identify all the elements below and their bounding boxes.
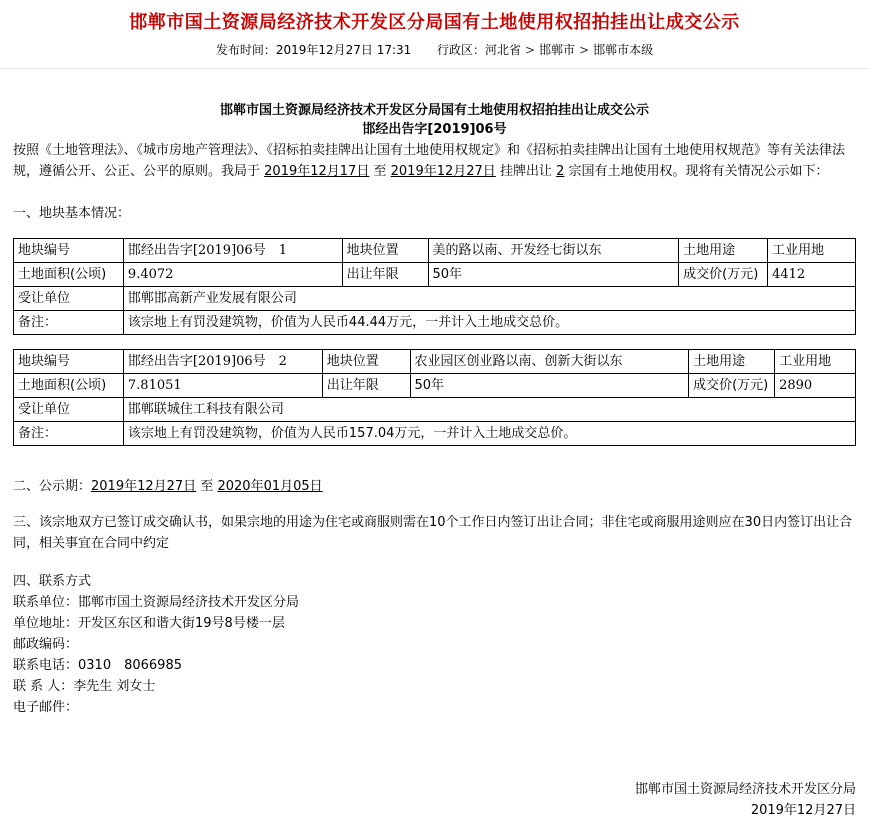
- section-2: [13, 476, 857, 497]
- contact-address-label: 单位地址：: [13, 616, 79, 631]
- breadcrumb-city[interactable]: 邯郸市: [539, 43, 576, 57]
- notice-start-date: 2019年12月27日: [91, 479, 197, 494]
- parcel-usage: 工业用地: [768, 239, 856, 263]
- signature-org: 邯郸市国土资源局经济技术开发区分局: [634, 782, 856, 797]
- contact-email-label: 电子邮件：: [13, 700, 79, 715]
- contact-phone: [13, 655, 857, 676]
- contact-postcode: [13, 634, 857, 655]
- parcel-no: 邯经出告字[2019]06号 1: [123, 239, 342, 263]
- contact-phone-label: 联系电话：: [13, 658, 79, 673]
- parcel-price: 2890: [775, 374, 856, 398]
- table-row: [14, 398, 856, 422]
- table-row: [14, 422, 856, 446]
- label-location: 地块位置: [342, 239, 428, 263]
- listing-end-date: 2019年12月27日: [390, 164, 496, 179]
- table-row: [14, 374, 856, 398]
- parcel-no: 邯经出告字[2019]06号 2: [123, 350, 322, 374]
- parcel-location: 美的路以南、开发经七街以东: [428, 239, 679, 263]
- contact-person-label: 联 系 人：: [13, 679, 74, 694]
- parcel-buyer: 邯郸邯高新产业发展有限公司: [123, 287, 855, 311]
- breadcrumb-separator: >: [525, 43, 536, 57]
- parcel-location: 农业园区创业路以南、创新大街以东: [410, 350, 689, 374]
- parcel-note: 该宗地上有罚没建筑物，价值为人民币157.04万元，一并计入土地成交总价。: [123, 422, 855, 446]
- table-row: [14, 311, 856, 335]
- contact-postcode-label: 邮政编码：: [13, 637, 79, 652]
- listing-start-date: 2019年12月17日: [264, 164, 370, 179]
- breadcrumb: [485, 43, 653, 57]
- contact-person: [13, 676, 857, 697]
- intro-text: 按照《土地管理法》、《城市房地产管理法》、《招标拍卖挂牌出让国有土地使用权规定》和《招标拍卖挂牌出让国有土地使用权规范》等有关法律法规，遵循公开、公正、公平的原则。我局于: [13, 143, 846, 179]
- contact-address-value: 开发区东区和谐大街19号8号楼一层: [78, 616, 285, 631]
- section-4-title: 四、联系方式: [13, 574, 92, 589]
- intro-post-text: 宗国有土地使用权。现将有关情况公示如下：: [568, 164, 829, 179]
- parcel-area: 9.4072: [123, 263, 342, 287]
- parcel-table-1: [13, 238, 856, 335]
- notice-end-date: 2020年01月05日: [217, 479, 323, 494]
- label-price: 成交价(万元): [689, 374, 775, 398]
- page-title: 邯郸市国土资源局经济技术开发区分局国有土地使用权招拍挂出让成交公示: [129, 12, 740, 33]
- table-row: [14, 287, 856, 311]
- publish-meta: [0, 41, 869, 58]
- parcel-note: 该宗地上有罚没建筑物，价值为人民币44.44万元，一并计入土地成交总价。: [123, 311, 855, 335]
- parcel-term: 50年: [428, 263, 679, 287]
- breadcrumb-separator: >: [579, 43, 590, 57]
- parcel-price: 4412: [768, 263, 856, 287]
- breadcrumb-province[interactable]: 河北省: [485, 43, 522, 57]
- section-4: [13, 571, 857, 718]
- parcel-table-2: [13, 349, 856, 446]
- label-buyer: 受让单位: [14, 287, 124, 311]
- contact-phone-value: 0310 8066985: [78, 658, 182, 673]
- label-note: 备注：: [14, 311, 124, 335]
- document-title: 邯郸市国土资源局经济技术开发区分局国有土地使用权招拍挂出让成交公示: [219, 103, 649, 118]
- contact-unit-label: 联系单位：: [13, 595, 79, 610]
- header-divider: [0, 68, 869, 69]
- parcel-buyer: 邯郸联城住工科技有限公司: [123, 398, 855, 422]
- label-parcel-no: 地块编号: [14, 350, 124, 374]
- breadcrumb-district[interactable]: 邯郸市本级: [593, 43, 654, 57]
- parcel-area: 7.81051: [123, 374, 322, 398]
- table-row: [14, 263, 856, 287]
- parcel-usage: 工业用地: [775, 350, 856, 374]
- section-1-title: 一、地块基本情况：: [13, 206, 131, 221]
- contact-address: [13, 613, 857, 634]
- label-price: 成交价(万元): [679, 263, 768, 287]
- label-buyer: 受让单位: [14, 398, 124, 422]
- intro-mid-text: 挂牌出让: [499, 164, 552, 179]
- to-word: 至: [200, 479, 214, 494]
- label-term: 出让年限: [342, 263, 428, 287]
- document-number: 邯经出告字[2019]06号: [362, 122, 507, 137]
- label-parcel-no: 地块编号: [14, 239, 124, 263]
- section-3: 三、该宗地双方已签订成交确认书，如果宗地的用途为住宅或商服则需在10个工作日内签订出让合同；非住宅或商服用途则应在30日内签订出让合同，相关事宜在合同中约定: [13, 515, 853, 551]
- parcel-count: 2: [556, 164, 565, 179]
- signature-block: [635, 779, 856, 821]
- section-2-label: 二、公示期：: [13, 479, 92, 494]
- region-label: 行政区：: [436, 43, 485, 57]
- document-body: [13, 140, 857, 718]
- label-usage: 土地用途: [679, 239, 768, 263]
- contact-person-value: 李先生 刘女士: [73, 679, 156, 694]
- label-location: 地块位置: [322, 350, 410, 374]
- table-row: [14, 239, 856, 263]
- label-usage: 土地用途: [689, 350, 775, 374]
- publish-time: 2019年12月27日 17:31: [275, 43, 412, 57]
- to-word: 至: [373, 164, 387, 179]
- label-area: 土地面积(公顷): [14, 263, 124, 287]
- signature-date: 2019年12月27日: [750, 803, 856, 818]
- document-heading: [0, 101, 869, 139]
- table-row: [14, 350, 856, 374]
- publish-label: 发布时间：: [215, 43, 276, 57]
- intro-paragraph: [13, 140, 857, 182]
- parcel-term: 50年: [410, 374, 689, 398]
- contact-unit: [13, 592, 857, 613]
- contact-unit-value: 邯郸市国土资源局经济技术开发区分局: [78, 595, 300, 610]
- contact-email: [13, 697, 857, 718]
- label-note: 备注：: [14, 422, 124, 446]
- label-term: 出让年限: [322, 374, 410, 398]
- label-area: 土地面积(公顷): [14, 374, 124, 398]
